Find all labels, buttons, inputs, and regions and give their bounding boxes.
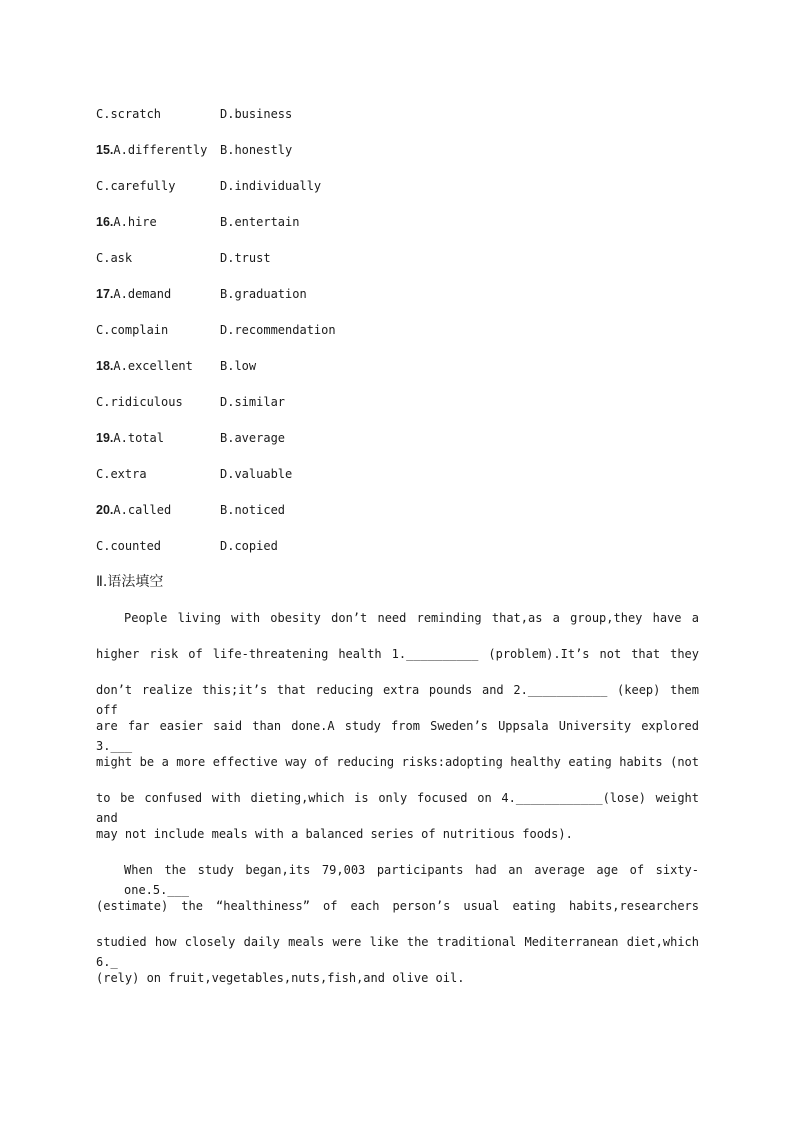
option-b: D.copied — [220, 539, 278, 553]
option-b: D.recommendation — [220, 323, 336, 337]
option-a: C.ask — [96, 251, 133, 265]
passage-line: may not include meals with a balanced series of nutritious foods). — [96, 827, 573, 841]
option-a: C.counted — [96, 539, 162, 553]
passage-line: When the study began,its 79,003 participants had an average age of sixty-one.5.___ — [124, 863, 699, 897]
option-b: D.individually — [220, 179, 322, 193]
option-a: 18.A.excellent — [96, 359, 193, 373]
option-b: B.noticed — [220, 503, 286, 517]
option-a: 16.A.hire — [96, 215, 157, 229]
option-b: D.similar — [220, 395, 286, 409]
option-a: 19.A.total — [96, 431, 164, 445]
option-a: 20.A.called — [96, 503, 172, 517]
option-b: B.average — [220, 431, 286, 445]
passage-line: People living with obesity don’t need reminding that,as a group,they have a — [124, 611, 699, 625]
passage-line: higher risk of life-threatening health 1.__________ (problem).It’s not that they — [96, 647, 699, 661]
option-b: D.trust — [220, 251, 271, 265]
option-b: D.business — [220, 107, 293, 121]
option-b: B.low — [220, 359, 257, 373]
option-a: 15.A.differently — [96, 143, 208, 157]
option-a: C.ridiculous — [96, 395, 183, 409]
passage-line: are far easier said than done.A study from Sweden’s Uppsala University explored 3.___ — [96, 719, 699, 753]
option-b: B.graduation — [220, 287, 307, 301]
option-a: C.carefully — [96, 179, 176, 193]
option-b: D.valuable — [220, 467, 293, 481]
option-a: 17.A.demand — [96, 287, 172, 301]
option-a: C.extra — [96, 467, 147, 481]
option-a: C.scratch — [96, 107, 162, 121]
passage-line: studied how closely daily meals were like the traditional Mediterranean diet,which 6._ — [96, 935, 699, 969]
passage-line: (rely) on fruit,vegetables,nuts,fish,and olive oil. — [96, 971, 465, 985]
passage-line: to be confused with dieting,which is only focused on 4.____________(lose) weight and — [96, 791, 699, 825]
passage-line: don’t realize this;it’s that reducing extra pounds and 2.___________ (keep) them off — [96, 683, 699, 717]
passage-line: (estimate) the “healthiness” of each person’s usual eating habits,researchers — [96, 899, 699, 913]
section-title: Ⅱ.语法填空 — [96, 574, 164, 590]
passage-line: might be a more effective way of reducing risks:adopting healthy eating habits (not — [96, 755, 699, 769]
option-a: C.complain — [96, 323, 169, 337]
option-b: B.honestly — [220, 143, 293, 157]
option-b: B.entertain — [220, 215, 300, 229]
